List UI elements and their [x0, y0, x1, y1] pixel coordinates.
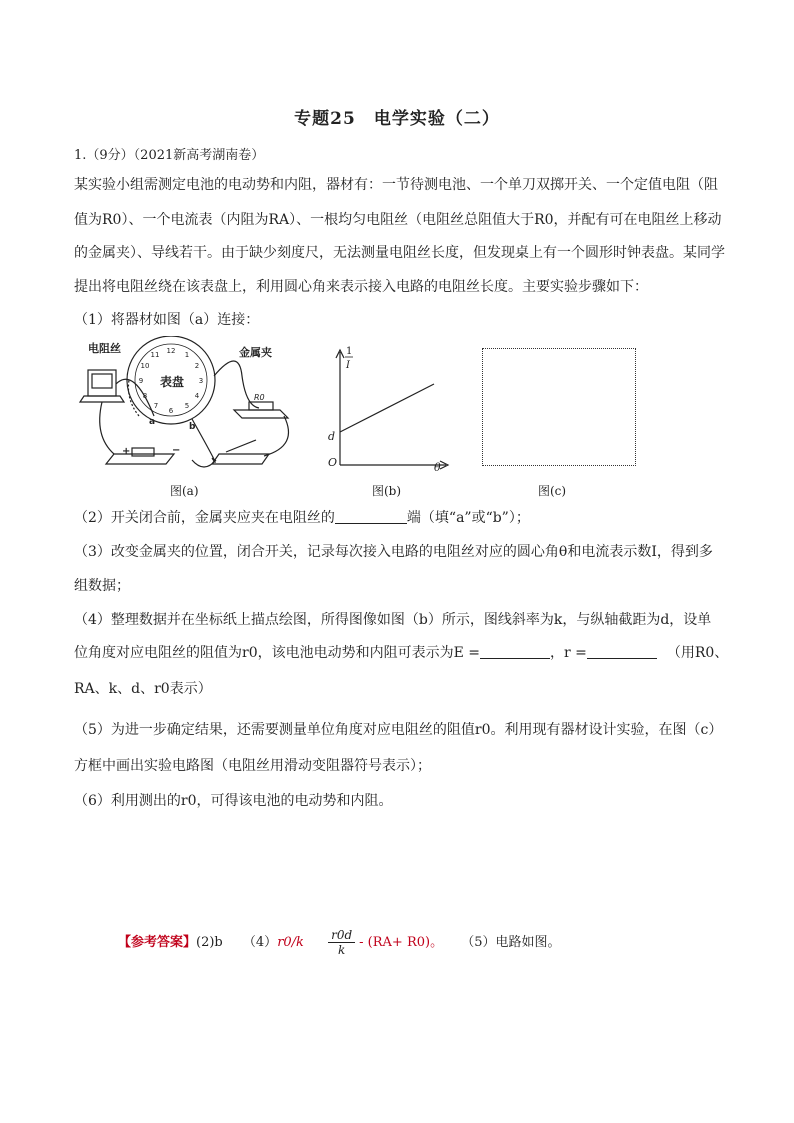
- dial-number-5: 5: [184, 402, 190, 410]
- answer-tag: 【参考答案】: [118, 935, 197, 950]
- r0-resistor: [249, 402, 273, 410]
- intro-line-3: 的金属夹）、导线若干。由于缺少刻度尺，无法测量电阻丝长度，但发现桌上有一个圆形时钟表盘。某同学: [74, 245, 725, 261]
- step-4-line-3: RA、k、d、r0表示）: [74, 681, 212, 697]
- point-a-label: a: [149, 417, 156, 427]
- dial-number-12: 12: [166, 347, 176, 355]
- dial-number-11: 11: [150, 351, 160, 359]
- step-4-line-2: [74, 644, 728, 662]
- step-5-line-2: 方框中画出实验电路图（电阻丝用滑动变阻器符号表示）；: [74, 758, 431, 774]
- figure-b: [322, 340, 452, 498]
- dial-number-2: 2: [194, 362, 200, 370]
- step-3-line-1: （3）改变金属夹的位置，闭合开关，记录每次接入电路的电阻丝对应的圆心角θ和电流表示数I，得到多: [74, 544, 713, 560]
- step-2: [74, 509, 530, 527]
- origin-label: O: [328, 456, 338, 469]
- x-label: θ: [434, 461, 441, 474]
- dial-number-10: 10: [140, 362, 150, 370]
- circuit-diagram: [74, 336, 304, 498]
- svg-text:+: +: [122, 446, 131, 457]
- figure-a-caption: 图(a): [170, 484, 199, 498]
- figure-c-caption: 图(c): [538, 484, 567, 498]
- step-4-text-2: ，r =: [550, 645, 587, 661]
- answer-part-4-label: （4）: [242, 935, 278, 950]
- ammeter-base: [80, 396, 124, 402]
- drawing-box[interactable]: [482, 348, 636, 466]
- question-header: 1.（9分）（2021新高考湖南卷）: [74, 148, 265, 163]
- step-3-line-2: 组数据；: [74, 578, 130, 594]
- step-2-tail: 端（填“a”或“b”）；: [406, 510, 530, 526]
- dial-number-9: 9: [138, 377, 144, 385]
- answer-fraction: [328, 928, 355, 957]
- step-6: （6）利用测出的r0，可得该电池的电动势和内阻。: [74, 793, 393, 809]
- r0-base: [234, 410, 288, 418]
- fraction-numerator: r0d: [328, 928, 355, 943]
- answer-part-2: (2)b: [196, 935, 223, 950]
- battery: [132, 448, 154, 456]
- reference-answer: [118, 928, 561, 957]
- step-4-line-1: （4）整理数据并在坐标纸上描点绘图，所得图像如图（b）所示，图线斜率为k，与纵轴截距为d，设单: [74, 612, 712, 628]
- fraction-denominator: k: [337, 943, 346, 957]
- clip-label: 金属夹: [239, 346, 272, 359]
- dial-number-4: 4: [194, 392, 200, 400]
- step-5-line-1: （5）为进一步确定结果，还需要测量单位角度对应电阻丝的阻值r0。利用现有器材设计实验，在图（c）: [74, 722, 723, 738]
- y-label-numerator: 1: [346, 346, 353, 357]
- intro-line-4: 提出将电阻丝绕在该表盘上，利用圆心角来表示接入电路的电阻丝长度。主要实验步骤如下：: [74, 279, 648, 295]
- dial-number-1: 1: [184, 351, 190, 359]
- wire-label: 电阻丝: [88, 342, 121, 355]
- graph-line: [340, 384, 434, 432]
- dial-number-3: 3: [198, 377, 204, 385]
- y-label-denominator: I: [346, 360, 350, 371]
- step-2-text: （2）开关闭合前，金属夹应夹在电阻丝的: [74, 510, 335, 526]
- answer-resistance-tail: - (RA+ R0)。: [359, 935, 444, 950]
- intro-line-2: 值为R0）、一个电流表（内阻为RA）、一根均匀电阻丝（电阻丝总阻值大于R0，并配有可在电阻丝上移动: [74, 212, 722, 228]
- r0-label: R0: [254, 393, 265, 402]
- svg-text:−: −: [172, 445, 181, 456]
- answer-blank-e[interactable]: [480, 644, 550, 659]
- graph-b: [322, 340, 452, 495]
- page-title: 专题25 电学实验（二）: [294, 109, 500, 129]
- answer-part-5: （5）电路如图。: [461, 935, 561, 950]
- step-4-text-1: 位角度对应电阻丝的阻值为r0，该电池电动势和内阻可表示为E =: [74, 645, 480, 661]
- step-4-text-3: （用R0、: [666, 645, 729, 661]
- ammeter-face: [92, 374, 112, 388]
- answer-blank-2[interactable]: [335, 509, 407, 524]
- figure-a: [74, 336, 304, 498]
- figure-c: [482, 348, 636, 498]
- dial-label: 表盘: [159, 375, 185, 389]
- switch-base: [212, 454, 269, 464]
- answer-blank-r[interactable]: [587, 644, 657, 659]
- answer-emf: r0/k: [277, 935, 304, 950]
- dial-number-6: 6: [168, 407, 174, 415]
- dial-number-8: 8: [142, 392, 148, 400]
- intercept-label: d: [328, 430, 336, 443]
- step-1: （1）将器材如图（a）连接：: [74, 312, 260, 328]
- point-b-label: b: [189, 422, 196, 432]
- figure-b-caption: 图(b): [372, 484, 402, 498]
- intro-line-1: 某实验小组需测定电池的电动势和内阻，器材有：一节待测电池、一个单刀双掷开关、一个定值电阻（阻: [74, 177, 718, 193]
- dial-number-7: 7: [153, 402, 159, 410]
- switch-lever: [226, 440, 256, 452]
